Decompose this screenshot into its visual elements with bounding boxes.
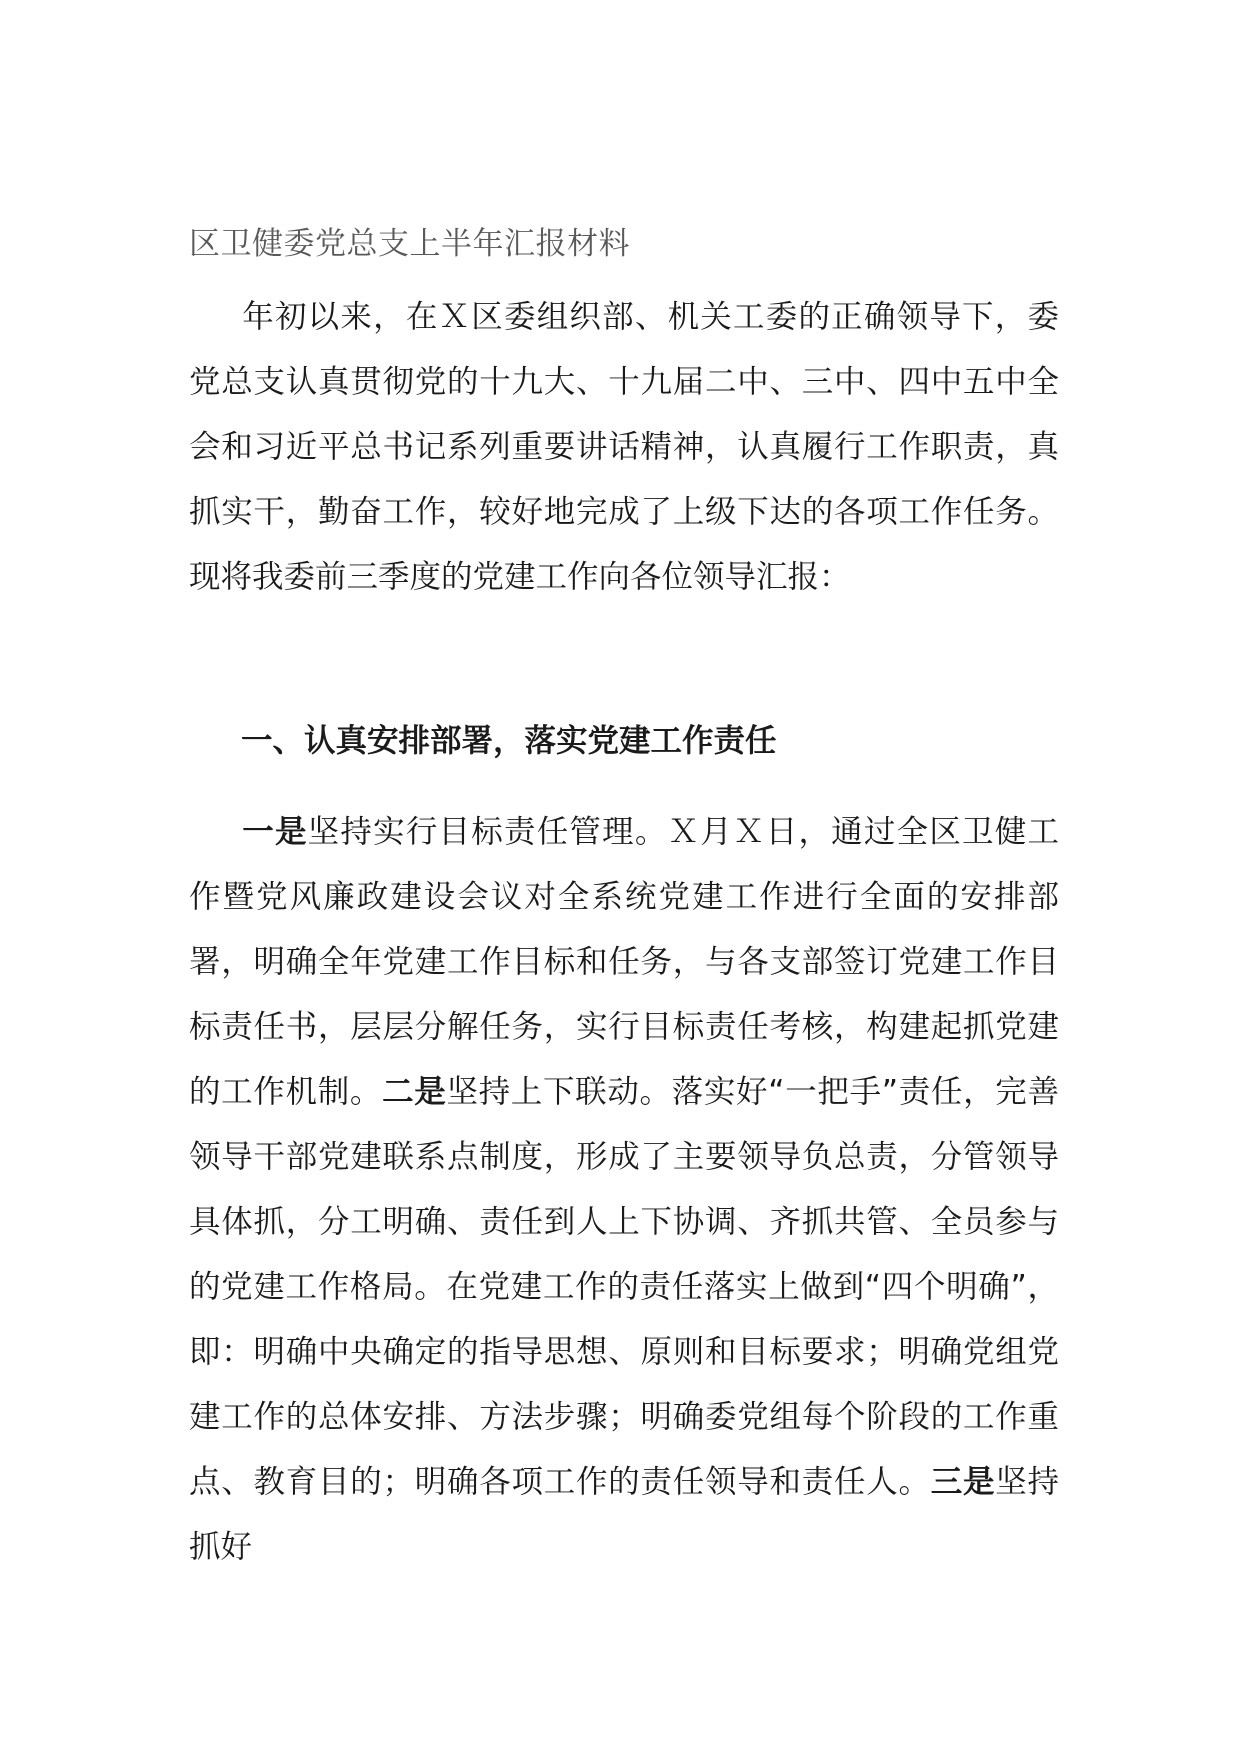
paragraph-text: 坚持抓好: [189, 1464, 1059, 1565]
lead-phrase: 一是: [241, 814, 308, 850]
lead-phrase: 二是: [382, 1074, 447, 1110]
section-paragraph: [189, 800, 1059, 1580]
paragraph-text: 坚持实行目标责任管理。Ｘ月Ｘ日，通过全区卫健工作暨党风廉政建设会议对全系统党建工作进行全面的安排部署，明确全年党建工作目标和任务，与各支部签订党建工作目标责任书，层层分解任务，实行目标责任考核，构建起抓党建的工作机制。: [189, 814, 1059, 1110]
lead-phrase: 三是: [930, 1464, 996, 1500]
document-page: [189, 0, 1059, 1754]
intro-text: 年初以来，在Ｘ区委组织部、机关工委的正确领导下，委党总支认真贯彻党的十九大、十九届二中、三中、四中五中全会和习近平总书记系列重要讲话精神，认真履行工作职责，真抓实干，勤奋工作，较好地完成了上级下达的各项工作任务。现将我委前三季度的党建工作向各位领导汇报：: [189, 299, 1059, 595]
intro-paragraph: [189, 285, 1059, 610]
document-title: 区卫健委党总支上半年汇报材料: [189, 226, 630, 262]
section-heading: 一、认真安排部署，落实党建工作责任: [241, 723, 777, 759]
paragraph-text: 坚持上下联动。落实好“一把手”责任，完善领导干部党建联系点制度，形成了主要领导负总责，分管领导具体抓，分工明确、责任到人上下协调、齐抓共管、全员参与的党建工作格局。在党建工作的责任落实上做到“四个明确”，即：明确中央确定的指导思想、原则和目标要求；明确党组党建工作的总体安排、方法步骤；明确委党组每个阶段的工作重点、教育目的；明确各项工作的责任领导和责任人。: [189, 1074, 1059, 1500]
